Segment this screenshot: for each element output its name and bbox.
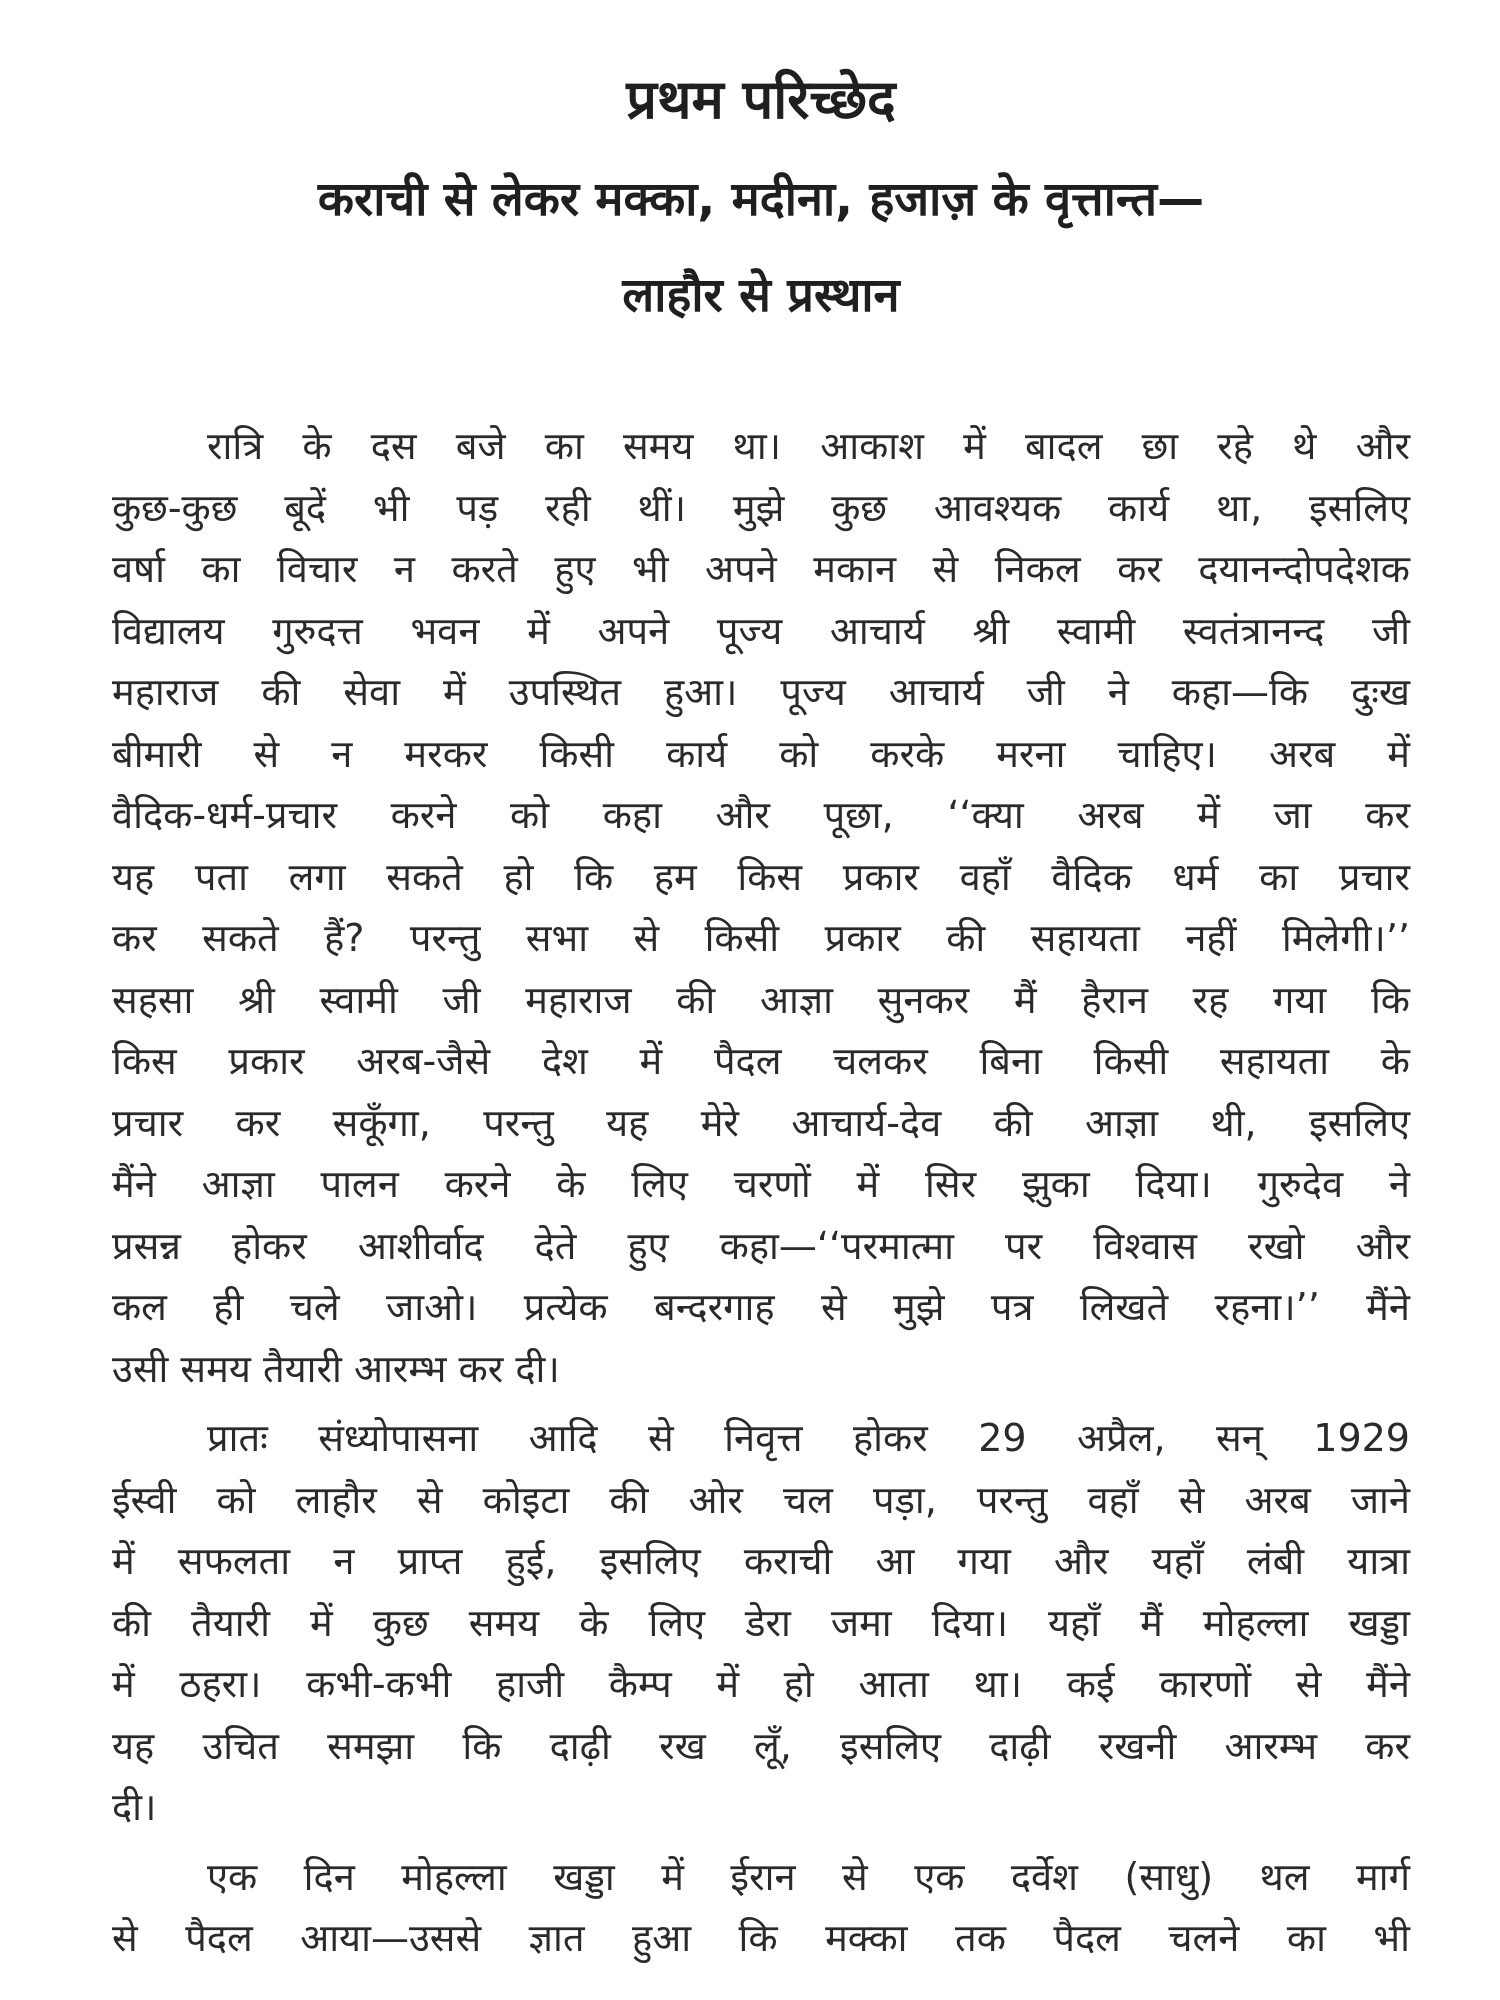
text-line: प्रसन्न होकर आशीर्वाद देते हुए कहा—‘‘परमात्मा पर विश्वास रखो और <box>112 1223 1410 1268</box>
text-line: बीमारी से न मरकर किसी कार्य को करके मरना चाहिए। अरब में <box>112 731 1410 776</box>
text-line: कुछ-कुछ बूदें भी पड़ रही थीं। मुझे कुछ आवश्यक कार्य था, इसलिए <box>112 485 1410 530</box>
body-text <box>112 416 1410 1970</box>
text-line: रात्रि के दस बजे का समय था। आकाश में बादल छा रहे थे और <box>207 424 1410 468</box>
text-line: दी। <box>112 1785 157 1829</box>
text-line: विद्यालय गुरुदत्त भवन में अपने पूज्य आचार्य श्री स्वामी स्वतंत्रानन्द जी <box>112 608 1410 653</box>
text-line: मैंने आज्ञा पालन करने के लिए चरणों में सिर झुका दिया। गुरुदेव ने <box>112 1162 1410 1206</box>
text-line: में ठहरा। कभी-कभी हाजी कैम्प में हो आता था। कई कारणों से मैंने <box>112 1662 1410 1706</box>
text-line: कल ही चले जाओ। प्रत्येक बन्दरगाह से मुझे पत्र लिखते रहना।’’ मैंने <box>112 1285 1410 1329</box>
text-line: कर सकते हैं? परन्तु सभा से किसी प्रकार की सहायता नहीं मिलेगी।’’ <box>112 916 1410 960</box>
text-line: उसी समय तैयारी आरम्भ कर दी। <box>112 1346 560 1391</box>
paragraph-2 <box>112 1408 1410 1839</box>
text-line: प्रचार कर सकूँगा, परन्तु यह मेरे आचार्य-देव की आज्ञा थी, इसलिए <box>112 1100 1410 1145</box>
text-line: किस प्रकार अरब-जैसे देश में पैदल चलकर बिना किसी सहायता के <box>112 1039 1410 1083</box>
text-line: एक दिन मोहल्ला खड्डा में ईरान से एक दर्वेश (साधु) थल मार्ग <box>207 1854 1410 1899</box>
chapter-title: प्रथम परिच्छेद <box>626 68 896 131</box>
text-line: यह उचित समझा कि दाढ़ी रख लूँ, इसलिए दाढ़ी रखनी आरम्भ कर <box>112 1723 1410 1768</box>
text-line: वर्षा का विचार न करते हुए भी अपने मकान से निकल कर दयानन्दोपदेशक <box>112 547 1410 591</box>
text-line: वैदिक-धर्म-प्रचार करने को कहा और पूछा, ‘‘क्या अरब में जा कर <box>112 793 1410 837</box>
text-line: यह पता लगा सकते हो कि हम किस प्रकार वहाँ वैदिक धर्म का प्रचार <box>112 854 1410 899</box>
text-line: की तैयारी में कुछ समय के लिए डेरा जमा दिया। यहाँ मैं मोहल्ला खड्डा <box>112 1600 1410 1645</box>
text-line: सहसा श्री स्वामी जी महाराज की आज्ञा सुनकर मैं हैरान रह गया कि <box>112 977 1410 1022</box>
text-line: महाराज की सेवा में उपस्थित हुआ। पूज्य आचार्य जी ने कहा—कि दुःख <box>112 670 1410 714</box>
chapter-subtitle: कराची से लेकर मक्का, मदीना, हजाज़ के वृत्तान्त— <box>317 172 1205 227</box>
text-line: में सफलता न प्राप्त हुई, इसलिए कराची आ गया और यहाँ लंबी यात्रा <box>112 1539 1410 1583</box>
text-line: ईस्वी को लाहौर से कोइटा की ओर चल पड़ा, परन्तु वहाँ से अरब जाने <box>112 1477 1410 1522</box>
section-heading: लाहौर से प्रस्थान <box>622 268 900 323</box>
text-line: प्रातः संध्योपासना आदि से निवृत्त होकर 29 अप्रैल, सन् 1929 <box>207 1416 1410 1460</box>
paragraph-1 <box>112 416 1410 1400</box>
paragraph-3 <box>112 1847 1410 1970</box>
text-line: से पैदल आया—उससे ज्ञात हुआ कि मक्का तक पैदल चलने का भी <box>112 1916 1410 1960</box>
